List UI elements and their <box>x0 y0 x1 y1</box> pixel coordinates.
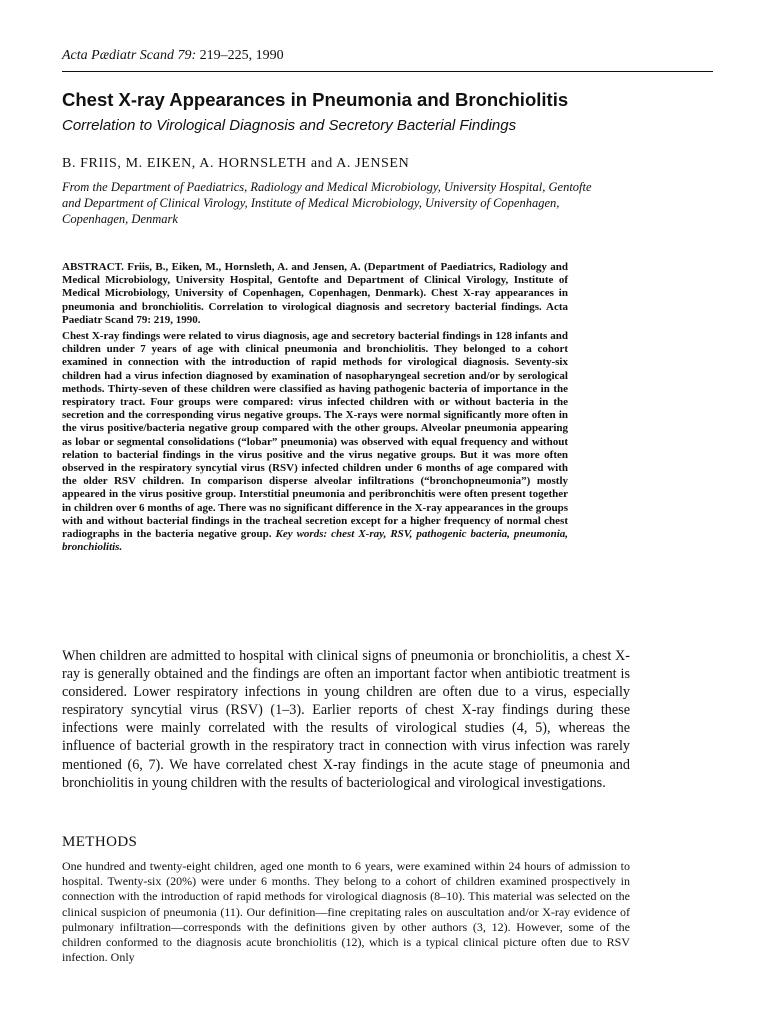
journal-pages: 219–225, 1990 <box>199 48 284 63</box>
methods-paragraph: One hundred and twenty-eight children, aged one month to 6 years, were examined within 24 hours of admission to hospital. Twenty-six (20%) were under 6 months. They belong to a cohort of children examined prospectively in connection with the introduction of rapid methods for virological diagnosis (8–10). This material was selected on the clinical suspicion of pneumonia (11). Our definition—fine crepitating rales on auscultation and/or X-ray evidence of pulmonary infiltration—corresponds with the definitions given by other authors (3, 12). However, some of the children conformed to the diagnosis acute bronchiolitis (12), which is a typical clinical picture often due to RSV infection. Only <box>62 859 630 965</box>
introduction-paragraph: When children are admitted to hospital with clinical signs of pneumonia or bronchiolitis, a chest X-ray is generally obtained and the findings are often an important factor when antibiotic treatment is considered. Lower respiratory infections in young children are often due to a virus, especially respiratory syncytial virus (RSV) (1–3). Earlier reports of chest X-ray findings during these infections were mainly correlated with the results of virological studies (4, 5), whereas the influence of bacterial growth in the respiratory tract in connection with virus infection was rarely mentioned (6, 7). We have correlated chest X-ray findings in the acute stage of pneumonia and bronchiolitis in young children with the results of bacteriological and virological investigations. <box>62 648 630 791</box>
abstract-keywords: Key words: chest X-ray, RSV, pathogenic bacteria, pneumonia, bronchiolitis. <box>62 528 569 554</box>
article-subtitle: Correlation to Virological Diagnosis and Secretory Bacterial Findings <box>62 117 517 134</box>
header-rule <box>62 71 713 72</box>
author-list: B. FRIIS, M. EIKEN, A. HORNSLETH and A. JENSEN <box>62 156 410 171</box>
methods-heading: METHODS <box>62 834 138 850</box>
abstract-citation: ABSTRACT. Friis, B., Eiken, M., Hornsleth, A. and Jensen, A. (Department of Paediatrics, Radiology and Medical Microbiology, University Hospital, Gentofte and Department of Clinical Virology, Institute of Medical Microbiology, University of Copenhagen, Copenhagen, Denmark). Chest X-ray appearances in pneumonia and bronchiolitis. Correlation to virological diagnosis and secretory bacterial findings. Acta Paediatr Scand 79: 219, 1990. <box>62 261 568 326</box>
abstract-body-paragraph <box>62 330 568 554</box>
article-title: Chest X-ray Appearances in Pneumonia and Bronchiolitis <box>62 89 569 110</box>
running-header <box>62 48 284 64</box>
journal-name: Acta Pædiatr Scand 79: <box>62 48 197 63</box>
abstract-body: Chest X-ray findings were related to virus diagnosis, age and secretory bacterial findings in 128 infants and children under 7 years of age with clinical pneumonia and bronchiolitis. They belonged to a cohort examined in connection with the introduction of rapid methods for virological diagnosis. Seventy-six children had a virus infection diagnosed by examination of nasopharyngeal secretion and/or by serological methods. Thirty-seven of these children were classified as having pathogenic bacteria of importance in the respiratory tract. Four groups were compared: virus infected children with or without bacteria in the secretion and the corresponding virus negative groups. The X-rays were normal significantly more often in the virus positive/bacteria negative group compared with the other groups. Alveolar pneumonia appearing as lobar or segmental consolidations (“lobar” pneumonia) was observed with equal frequency and without relation to bacterial findings in the virus positive and the virus negative groups. But it was more often observed in the respiratory syncytial virus (RSV) infected children under 6 months of age compared with the older RSV children. In comparison disperse alveolar infiltrations (“bronchopneumonia”) mostly appeared in the virus positive group. Interstitial pneumonia and peribronchitis were often present together in children over 6 months of age. There was no significant difference in the X-ray appearances in the groups with and without bacterial findings in the tracheal secretion except for a higher frequency of normal chest radiographs in the bacteria negative group. <box>62 330 568 541</box>
affiliation: From the Department of Paediatrics, Radiology and Medical Microbiology, University Hospital, Gentofte and Department of Clinical Virology, Institute of Medical Microbiology, University of Copenhagen, Copenhagen, Denmark <box>62 180 592 226</box>
abstract <box>62 261 568 557</box>
